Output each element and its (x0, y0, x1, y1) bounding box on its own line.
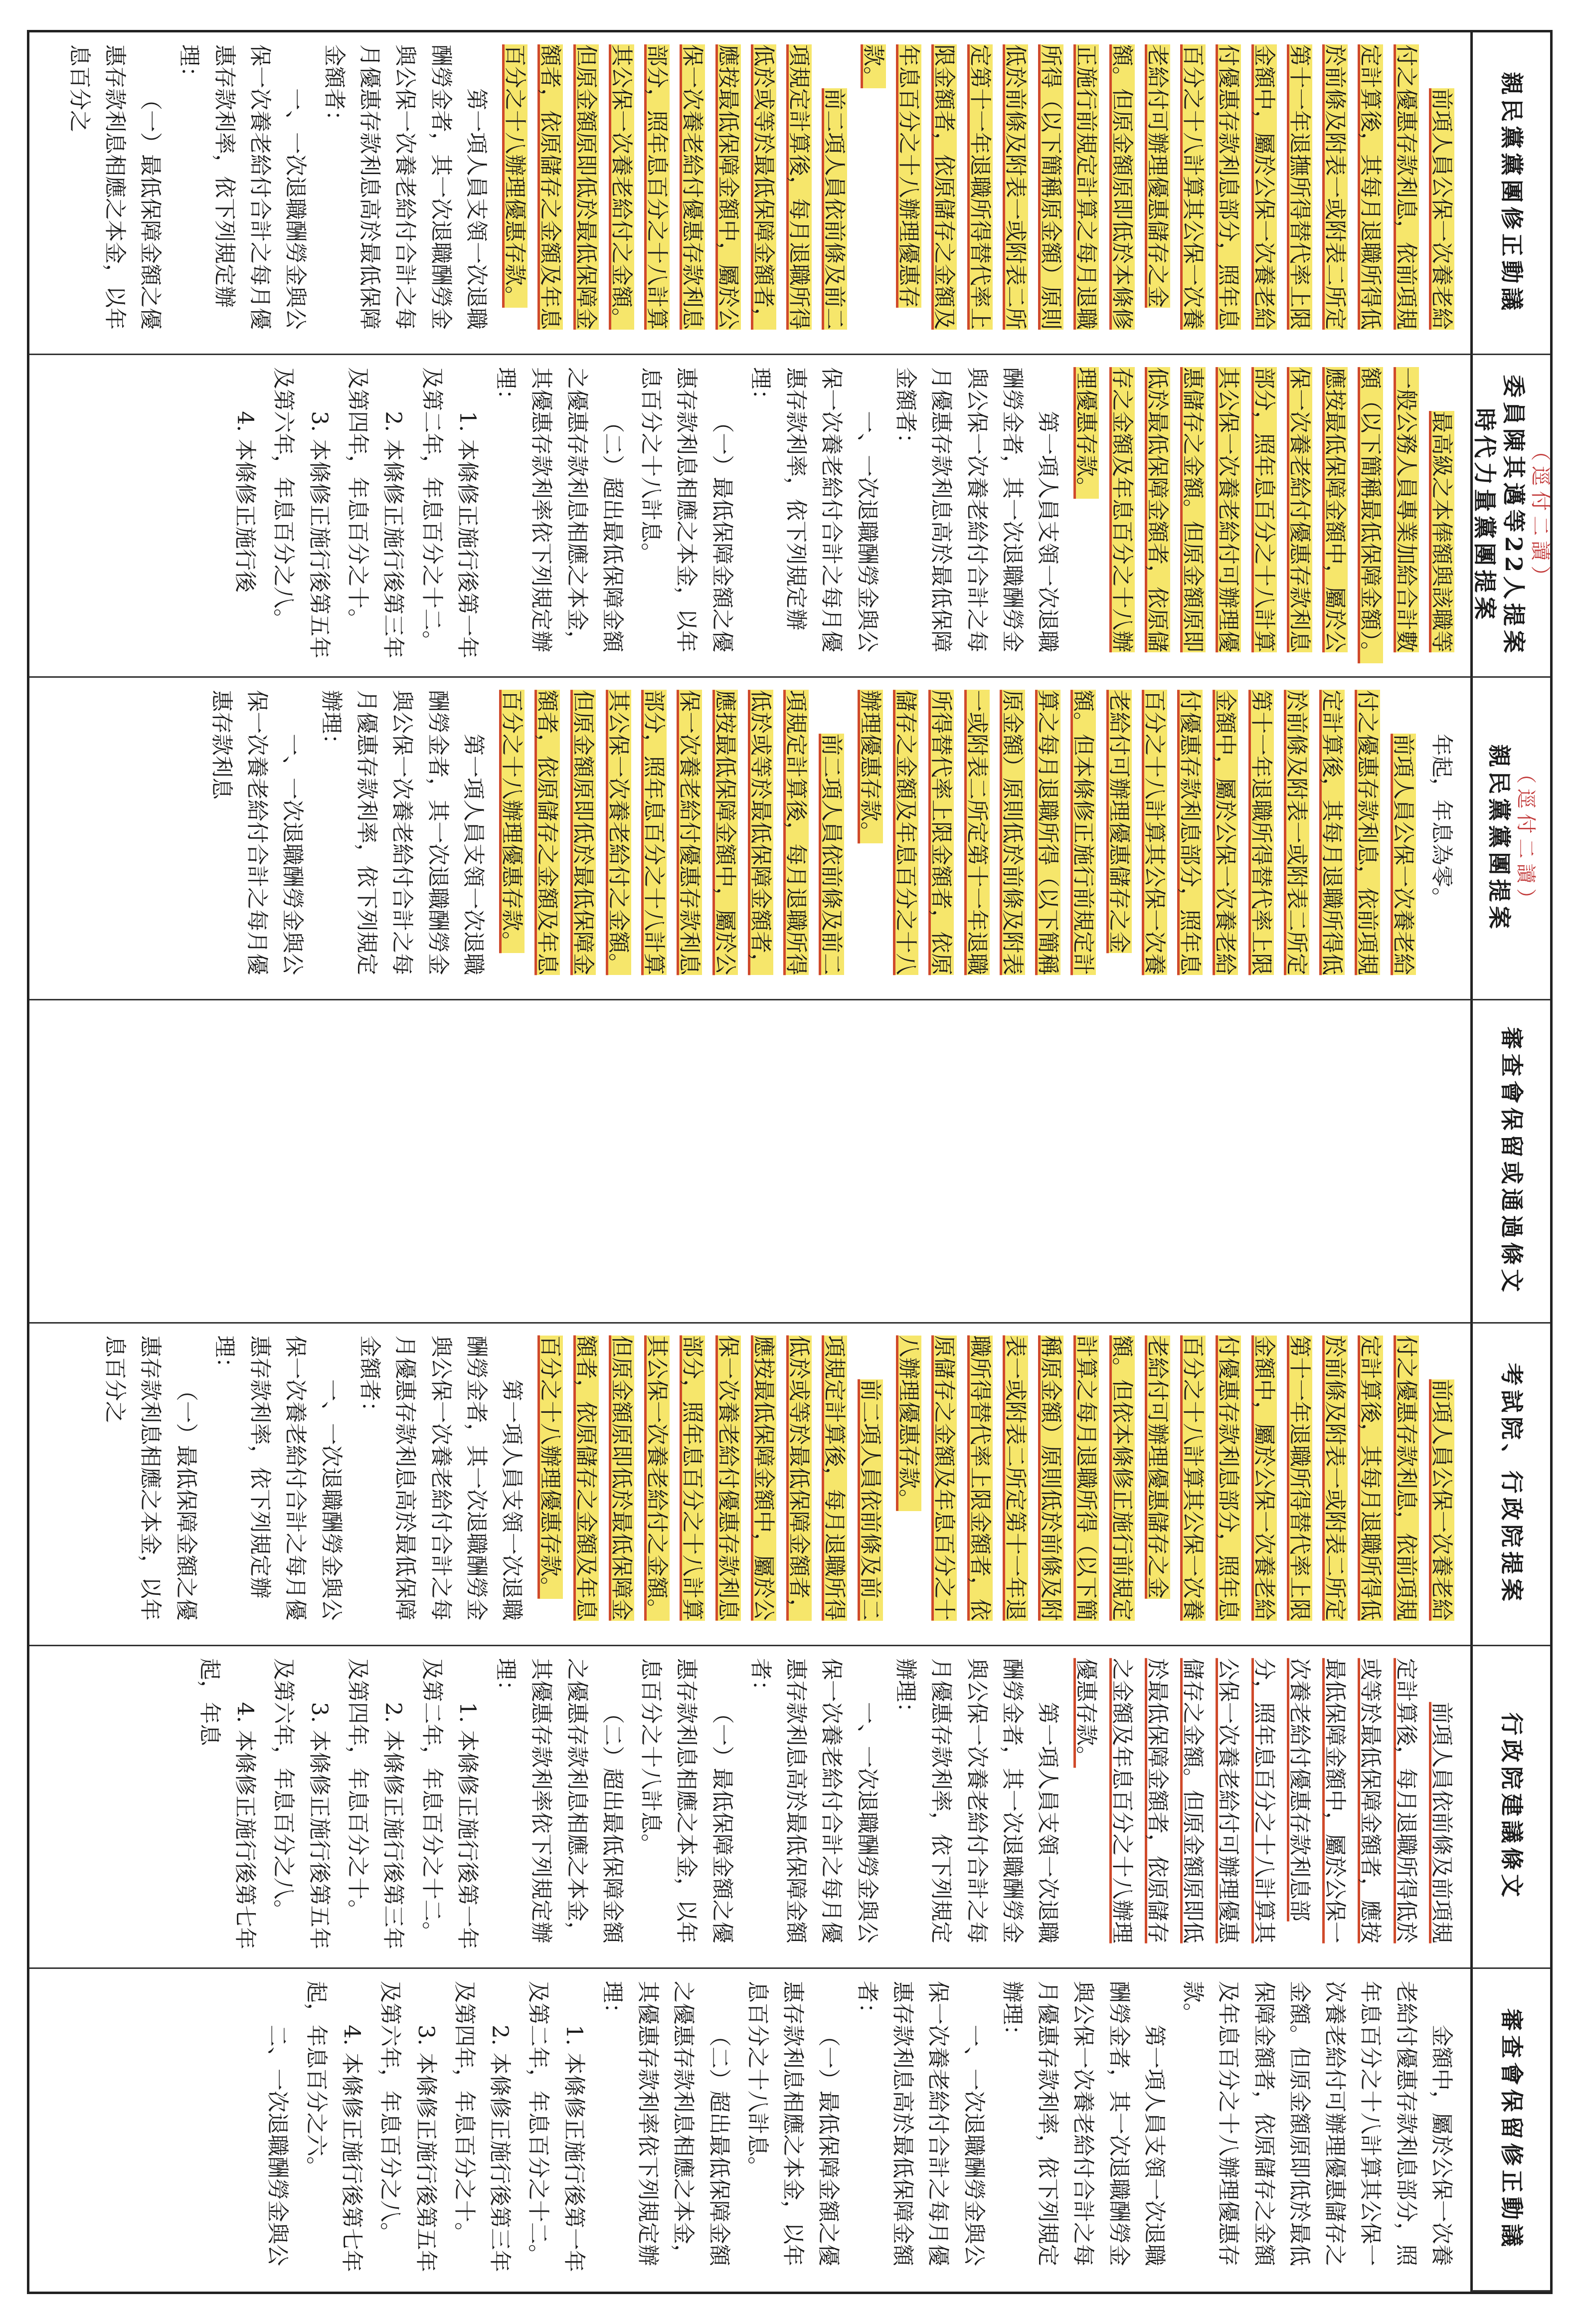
paragraph (314, 690, 491, 987)
paragraph (447, 1981, 518, 2280)
paragraph (299, 1981, 370, 2280)
paragraph-text: 1. 本條修正施行後第一年及第二年，年息百分之十二。 (419, 367, 480, 659)
paragraph-text: 一、一次退職酬勞金與公保一次養老給付合計之每月優惠存款利息高於最低保障金額者： (747, 1658, 880, 1943)
paragraph (888, 1658, 1065, 1955)
paragraph (97, 1336, 204, 1633)
paragraph-text: 4. 本條修正施行後第七年起，年息百分之六。 (303, 1980, 365, 2272)
header-note: （逕付二讀） (1529, 441, 1552, 591)
paragraph (414, 1658, 485, 1955)
paragraph (414, 367, 485, 664)
header-title: 親民黨黨團提案 (1486, 744, 1513, 933)
paragraph-text: 1. 本條修正施行後第一年及第二年，年息百分之十二。 (419, 1658, 480, 1949)
paragraph-text: （一）最低保障金額之優惠存款利息相應之本金，以年息百分之 (66, 44, 164, 330)
paragraph (743, 367, 885, 664)
paragraph-text: （一）最低保障金額之優惠存款利息相應之本金，以年息百分之十八計息。 (638, 1658, 735, 1943)
paragraph (1424, 690, 1459, 987)
paragraph (62, 44, 169, 342)
column-body (29, 355, 1470, 678)
paragraph (855, 44, 1459, 342)
paragraph-text: 3. 本條修正施行後第五年及第六年，年息百分之八。 (271, 367, 332, 659)
header-committee-reserved-amendment (1470, 1969, 1550, 2292)
paragraph-text: 一、一次退職酬勞金與公保一次養老給付合計之每月優惠存款利息 (208, 690, 306, 975)
header-note: （逕付二讀） (1514, 764, 1538, 914)
paragraph (372, 1981, 444, 2280)
paragraph-text: 前二項人員依前條及前二項規定計算後，每月退職所得低於或等於最低保障金額者，應按最低保障金額中，屬於公保一次養老給付優惠存款利息部分，照年息百分之十八計算其公保一次養老給付之金額。但原金額原即低於最低保障金額者，依原儲存之金額及年息百分之十八辦理優惠存款。 (537, 1335, 883, 1621)
paragraph (488, 1658, 630, 1955)
paragraph (852, 690, 1420, 987)
paragraph-text: 最高級之本俸額與該職等一般公務人員專業加給合計數額（以下簡稱最低保障金額）。應按最低保障金額中，屬於公保一次養老給付優惠存款利息部分，照年息百分之十八計算其公保一次養老給付可辦理優惠儲存之金額。但原金額原即低於最低保障金額者，依原儲存之金額及年息百分之十八辦理優惠存款。 (1073, 367, 1454, 664)
paragraph-text: 3. 本條修正施行後第五年及第六年，年息百分之八。 (271, 1658, 332, 1949)
paragraph-text: 2. 本條修正施行後第三年及第四年，年息百分之十。 (345, 367, 406, 659)
paragraph (633, 1658, 740, 1955)
paragraph (192, 1658, 263, 1955)
paragraph-text: （一）最低保障金額之優惠存款利息相應之本金，以年息百分之 (102, 1335, 199, 1621)
header-title: 審查會保留或通過條文 (1498, 1026, 1526, 1296)
paragraph-text: 一、一次退職酬勞金與公保一次養老給付合計之每月優惠存款利率，依下列規定辦理： (211, 1335, 344, 1621)
paragraph (497, 44, 853, 342)
header-exam-exec-proposal (1470, 1324, 1550, 1646)
header-committee-articles (1470, 1000, 1550, 1323)
paragraph-text: （一）最低保障金額之優惠存款利息相應之本金，以年息百分之十八計息。 (744, 1980, 842, 2266)
paragraph-text: 一、一次退職酬勞金與公保一次養老給付合計之每月優惠存款利息高於最低保障金額者： (854, 1980, 987, 2266)
paragraph-text: 第一項人員支領一次退職酬勞金者，其一次退職酬勞金與公保一次養老給付合計之每月優惠存款利率，依下列規定辦理： (318, 690, 486, 975)
paragraph-text: 前項人員公保一次養老給付之優惠存款利息，依前項規定計算後，其每月退職所得低於前條及附表一或附表二所定第十一年退職所得替代率上限金額中，屬於公保一次養老給付優惠存款利息部分，照年息百分之十八計算其公保一次養老給付可辦理優惠儲存之金額。但依本條修正施行前規定計算之每月退職所得（以下簡稱原金額）原則低於前條及附表一或附表二所定第十一年退職所得替代率上限金額者，依原儲存之金額及年息百分之十八辦理優惠存款。 (896, 1335, 1454, 1621)
paragraph (494, 690, 850, 987)
paragraph-text: （二）超出最低保障金額之優惠存款利息相應之本金，其優惠存款利率依下列規定辦理： (493, 367, 625, 653)
paragraph (1068, 367, 1459, 664)
column-body (29, 678, 1470, 1000)
paragraph-text: 前二項人員依前條及前二項規定計算後，每月退職所得低於或等於最低保障金額者，應按最低保障金額中，屬於公保一次養老給付優惠存款利息部分，照年息百分之十八計算其公保一次養老給付之金額。但原金額原即低於最低保障金額者，依原儲存之金額及年息百分之十八辦理優惠存款。 (502, 44, 848, 330)
header-title: 親民黨黨團修正動議 (1498, 72, 1526, 315)
paragraph-text: 4. 本條修正施行後第七年起，年息 (196, 1658, 258, 1949)
paragraph (1175, 1981, 1459, 2280)
column-body (29, 32, 1470, 355)
paragraph (227, 367, 263, 664)
header-title: 考試院、行政院提案 (1498, 1362, 1526, 1605)
paragraph (488, 367, 630, 664)
paragraph-text: 年起，年息為零。 (1429, 734, 1454, 910)
paragraph-text: 前項人員公保一次養老給付之優惠存款利息，依前項規定計算後，其每月退職所得低於前條及附表一或附表二所定第十一年退撫所得替代率上限金額中，屬於公保一次養老給付優惠存款利息部分，照年息百分之十八計算其公保一次養老給付可辦理優惠儲存之金額。但原金額原即低於本條修正施行前規定計算之每月退職所得（以下簡稱原金額）原則低於前條及附表一或附表二所定第十一年退職所得替代率上限金額者，依原儲存之金額及年息百分之十八辦理優惠存款。 (860, 44, 1454, 330)
paragraph (595, 1981, 737, 2280)
paragraph (260, 1981, 295, 2280)
paragraph (633, 367, 740, 664)
paragraph-text: （二）超出最低保障金額之優惠存款利息相應之本金，其優惠存款利率依下列規定辦理： (599, 1980, 732, 2266)
paragraph-text: 第一項人員支領一次退職酬勞金者，其一次退職酬勞金與公保一次養老給付合計之每月優惠存款利率，依下列規定辦理： (999, 1980, 1167, 2266)
paragraph (171, 44, 313, 342)
header-pfp-caucus-proposal (1470, 678, 1550, 1000)
paragraph (743, 1658, 885, 1955)
paragraph-text: 金額中，屬於公保一次養老給付優惠存款利息部分，照年息百分之十八計算其公保一次養老給付可辦理優惠儲存之金額。但原金額原即低於最低保障金額者，依原儲存之金額及年息百分之十八辦理優惠存款。 (1180, 1980, 1454, 2266)
paragraph-text: 一、一次退職酬勞金與公保一次養老給付合計之每月優惠存款利率，依下列規定辦理： (176, 44, 309, 330)
paragraph (995, 1981, 1172, 2280)
paragraph-text: 第一項人員支領一次退職酬勞金者，其一次退職酬勞金與公保一次養老給付合計之每月優惠存款利息高於最低保障金額者： (357, 1335, 525, 1621)
paragraph (740, 1981, 847, 2280)
paragraph (317, 44, 494, 342)
paragraph-text: 2. 本條修正施行後第三年及第四年，年息百分之十。 (345, 1658, 406, 1949)
column-body (29, 1000, 1470, 1323)
paragraph (532, 1336, 888, 1633)
paragraph (521, 1981, 592, 2280)
comparison-table (27, 30, 1553, 2294)
header-title: 審查會保留修正動議 (1498, 2008, 1526, 2251)
header-title: 行政院建議條文 (1498, 1712, 1526, 1901)
paragraph-text: 2. 本條修正施行後第三年及第四年，年息百分之十。 (451, 1980, 513, 2272)
paragraph-text: 第一項人員支領一次退職酬勞金者，其一次退職酬勞金與公保一次養老給付合計之每月優惠存款利率，依下列規定辦理： (893, 1658, 1061, 1943)
paragraph-text: 前項人員依前條及前項規定計算後，每月退職所得低於或等於最低保障金額者，應按最低保障金額中，屬於公保一次養老給付優惠存款利息部分，照年息百分之十八計算其公保一次養老給付可辦理優惠儲存之金額。但原金額原即低於最低保障金額者，依原儲存之金額及年息百分之十八辦理優惠存款。 (1073, 1658, 1454, 1943)
paragraph (207, 1336, 349, 1633)
column-body (29, 1324, 1470, 1646)
paragraph-text: 前二項人員依前條及前二項規定計算後，每月退職所得低於或等於最低保障金額者，應按最低保障金額中，屬於公保一次養老給付優惠存款利息部分，照年息百分之十八計算其公保一次養老給付之金額。但原金額原即低於最低保障金額者，依原儲存之金額及年息百分之十八辦理優惠存款。 (499, 690, 845, 975)
paragraph (266, 367, 337, 664)
paragraph-text: 一、一次退職酬勞金與公保一次養老給付合計之每月優惠存款利率，依下列規定辦理： (747, 367, 880, 653)
paragraph (340, 367, 411, 664)
paragraph (891, 1336, 1459, 1633)
header-pfp-caucus-amendment (1470, 32, 1550, 355)
paragraph (266, 1658, 337, 1955)
paragraph (352, 1336, 529, 1633)
paragraph-text: 4. 本條修正施行後 (232, 411, 258, 593)
paragraph-text: 3. 本條修正施行後第五年及第六年，年息百分之八。 (377, 1980, 439, 2272)
paragraph (1068, 1658, 1459, 1955)
header-legislator-proposal (1470, 355, 1550, 678)
header-title: 委員陳其邁等22人提案 時代力量黨團提案 (1471, 375, 1527, 657)
paragraph-text: （二）超出最低保障金額之優惠存款利息相應之本金，其優惠存款利率依下列規定辦理： (493, 1658, 625, 1943)
paragraph (204, 690, 311, 987)
paragraph-text: 前項人員公保一次養老給付之優惠存款利息，依前項規定計算後，其每月退職所得低於前條及附表一或附表二所定第十一年退職所得替代率上限金額中，屬於公保一次養老給付優惠存款利息部分，照年息百分之十八計算其公保一次養老給付可辦理優惠儲存之金額。但本條修正施行前規定計算之每月退職所得（以下簡稱原金額）原則低於前條及附表一或附表二所定第十一年退職所得替代率上限金額者，依原儲存之金額及年息百分之十八辦理優惠存款。 (857, 690, 1416, 975)
header-exec-suggested (1470, 1646, 1550, 1969)
paragraph (340, 1658, 411, 1955)
column-body (29, 1969, 1470, 2292)
paragraph-text: 二、一次退職酬勞金與公 (265, 2024, 291, 2266)
paragraph (888, 367, 1065, 664)
column-body (29, 1646, 1470, 1969)
paragraph-text: （一）最低保障金額之優惠存款利息相應之本金，以年息百分之十八計息。 (638, 367, 735, 653)
paragraph-text: 1. 本條修正施行後第一年及第二年，年息百分之十二。 (526, 1980, 587, 2272)
paragraph-text: 第一項人員支領一次退職酬勞金者，其一次退職酬勞金與公保一次養老給付合計之每月優惠存款利息高於最低保障金額者： (321, 44, 489, 330)
paragraph (849, 1981, 991, 2280)
paragraph-text: 第一項人員支領一次退職酬勞金者，其一次退職酬勞金與公保一次養老給付合計之每月優惠存款利息高於最低保障金額者： (893, 367, 1061, 653)
